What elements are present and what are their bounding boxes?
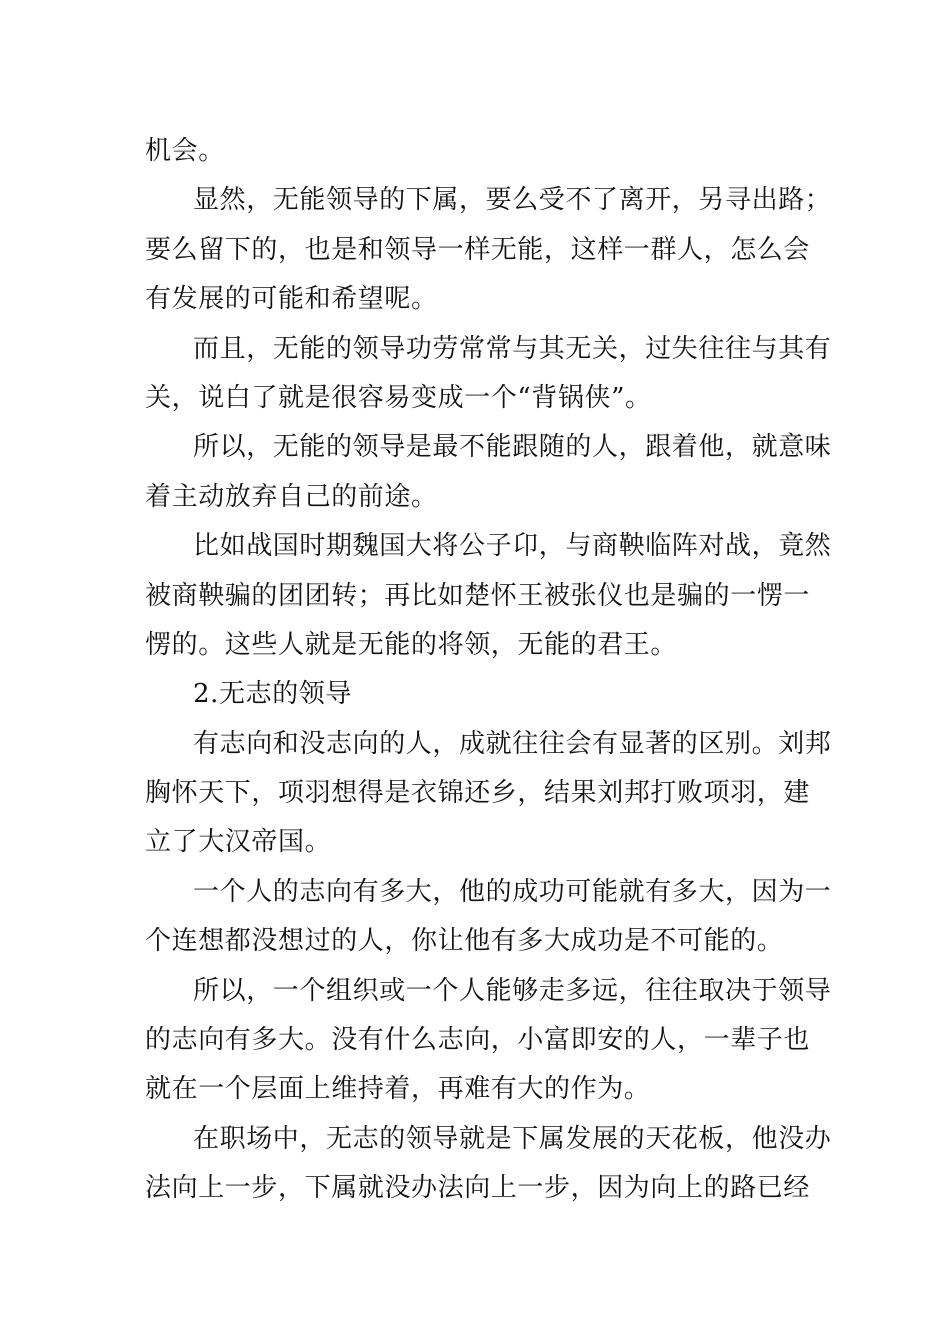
- text-line: 法向上一步，下属就没办法向上一步，因为向上的路已经: [145, 1173, 811, 1204]
- paragraph-start-line: 比如战国时期魏国大将公子卬，与商鞅临阵对战，竟然: [193, 531, 832, 562]
- paragraph-start-line: 在职场中，无志的领导就是下属发展的天花板，他没办: [193, 1123, 832, 1154]
- text-line: 的志向有多大。没有什么志向，小富即安的人，一辈子也: [145, 1025, 811, 1056]
- text-line: 着主动放弃自己的前途。: [145, 481, 438, 512]
- text-line: 立了大汉帝国。: [145, 827, 332, 858]
- paragraph-start-line: 所以，一个组织或一个人能够走多远，往往取决于领导: [193, 975, 832, 1006]
- text-line: 有发展的可能和希望呢。: [145, 284, 438, 315]
- paragraph-start-line: 而且，无能的领导功劳常常与其无关，过失往往与其有: [193, 333, 832, 364]
- text-line: 机会。: [145, 136, 225, 166]
- text-line: 胸怀天下，项羽想得是衣锦还乡，结果刘邦打败项羽，建: [145, 778, 811, 809]
- paragraph-start-line: 显然，无能领导的下属，要么受不了离开，另寻出路；: [193, 185, 832, 216]
- paragraph-start-line: 有志向和没志向的人，成就往往会有显著的区别。刘邦: [193, 728, 832, 759]
- document-body: [145, 127, 832, 1214]
- text-line: 关，说白了就是很容易变成一个“背锅侠”。: [145, 382, 652, 413]
- paragraph-start-line: 一个人的志向有多大，他的成功可能就有多大，因为一: [193, 876, 832, 907]
- text-line: 愣的。这些人就是无能的将领，无能的君王。: [145, 629, 678, 660]
- text-line: 要么留下的，也是和领导一样无能，这样一群人，怎么会: [145, 234, 811, 265]
- text-line: 就在一个层面上维持着，再难有大的作为。: [145, 1074, 651, 1105]
- text-line: 个连想都没想过的人，你让他有多大成功是不可能的。: [145, 926, 784, 957]
- section-heading: 2.无志的领导: [193, 679, 353, 710]
- text-line: 被商鞅骗的团团转；再比如楚怀王被张仪也是骗的一愣一: [145, 580, 811, 611]
- paragraph-start-line: 所以，无能的领导是最不能跟随的人，跟着他，就意味: [193, 432, 832, 463]
